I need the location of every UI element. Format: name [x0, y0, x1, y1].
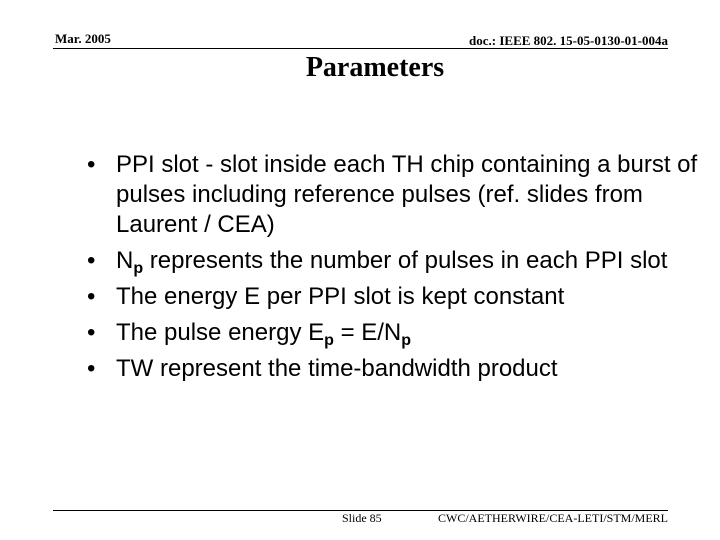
bullet-text: TW represent the time-bandwidth product — [116, 355, 558, 382]
bullet-text-suffix: represents the number of pulses in each PPI slot — [143, 247, 668, 274]
bullet-text-prefix: The pulse energy E — [116, 319, 325, 346]
header-doc-id: doc.: IEEE 802. 15-05-0130-01-004a — [469, 33, 668, 48]
bullet-icon: • — [87, 247, 96, 274]
bullet-item — [87, 246, 707, 276]
bullet-text-middle: = E/N — [333, 319, 402, 346]
bullet-subscript: p — [401, 332, 412, 349]
bullet-text: PPI slot - slot inside each TH chip containing a burst of pulses including reference pulses (ref. slides from Laurent / CEA) — [116, 151, 698, 238]
bullet-icon: • — [87, 283, 96, 310]
bullet-item — [87, 150, 707, 240]
bullet-list — [87, 150, 707, 390]
footer-slide-number: Slide 85 — [342, 511, 382, 525]
header-divider — [53, 48, 668, 49]
bullet-item — [87, 282, 707, 312]
bullet-icon: • — [87, 151, 96, 178]
bullet-icon: • — [87, 355, 96, 382]
bullet-text-prefix: N — [116, 247, 134, 274]
bullet-item — [87, 318, 707, 348]
footer-organizations: CWC/AETHERWIRE/CEA-LETI/STM/MERL — [438, 511, 668, 525]
header-date: Mar. 2005 — [55, 31, 111, 46]
bullet-subscript: p — [133, 260, 144, 277]
bullet-text: The energy E per PPI slot is kept constant — [116, 283, 565, 310]
bullet-subscript: p — [324, 332, 334, 349]
slide-title: Parameters — [305, 52, 445, 83]
bullet-icon: • — [87, 319, 96, 346]
bullet-item — [87, 354, 707, 384]
